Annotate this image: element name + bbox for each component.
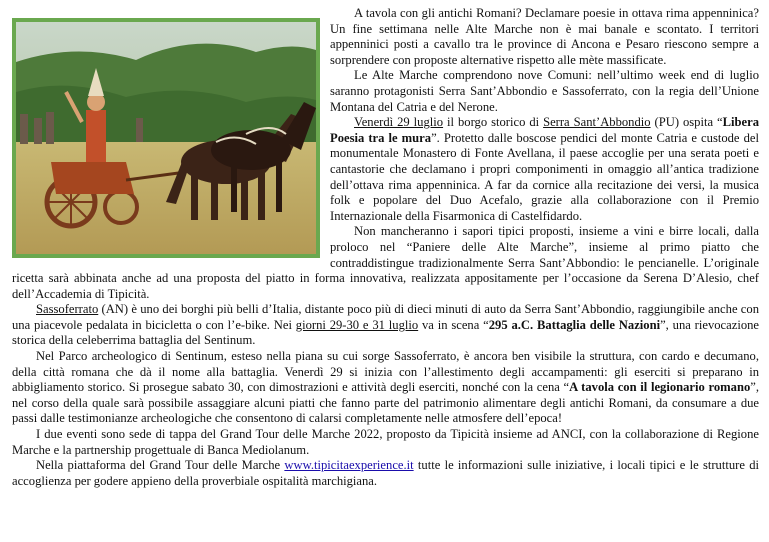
place-name: Serra Sant’Abbondio [543, 115, 651, 130]
event-title: Libera Poesia tra le mura [330, 115, 759, 145]
paragraph-serra: Venerdì 29 luglio il borgo storico di Serra Sant’Abbondio (PU) ospita “Libera Poesia tra le mura”. Protetto dalle boscose pendici del monte Catria e custode del monumentale Monastero di Fonte Avellana, il paese accoglie per una serata poeti e cantastorie che declamano i propri componimenti in omaggio all’antica tradizione dell’ottava rima appenninica. A far da cornice alla recitazione dei versi, la musica folk e popolare del Duo Acefalo, grazie alla collaborazione con il Premio Internazionale della Fisarmonica di Castelfidardo. [330, 115, 759, 223]
event-date: Venerdì 29 luglio [354, 115, 444, 130]
chariot-and-horses-photo [16, 22, 316, 254]
paragraph-platform: Nella piattaforma del Grand Tour delle Marche www.tipicitaexperience.it tutte le informazioni sulle iniziative, i locali tipici e le strutture di accoglienza per godere appieno della proverbiale ospitalità marchigiana. [12, 458, 759, 488]
article-photo [12, 18, 320, 258]
paragraph-intro: A tavola con gli antichi Romani? Declamare poesie in ottava rima appenninica? Un fine settimana nelle Alte Marche non è mai banale e scontato. I territori appenninici posti a cavallo tra le province di Ancona e Pesaro riescono sempre a sorprendere con proposte alternative rispetto alle mète massificate. [330, 6, 759, 67]
event-title: 295 a.C. Battaglia delle Nazioni [488, 317, 661, 332]
paragraph-grand-tour: I due eventi sono sede di tappa del Grand Tour delle Marche 2022, proposto da Tipicità insieme ad ANCI, con la collaborazione di Regione Marche e la partnership progettuale di Banca Mediolanum. [12, 427, 759, 457]
event-date: giorni 29-30 e 31 luglio [295, 317, 419, 332]
paragraph-sentinum: Nel Parco archeologico di Sentinum, esteso nella piana su cui sorge Sassoferrato, è ancora ben visibile la struttura, con cardo e decumano, della città romana che dà il nome alla battaglia. Venerdì 29 si inizia con l’allestimento degli accampamenti: gli eserciti si preparano in abbigliamento storico. Si prosegue sabato 30, con dimostrazioni e attività degli eserciti, nonché con la cena “A tavola con il legionario romano”, nel corso della quale sarà possibile assaggiare alcuni piatti che fanno parte del patrimonio alimentare degli antichi Romani, da consumare a due passi dalle testimonianze archeologiche che consentono di calarsi completamente nelle atmosfere dell’epoca! [12, 349, 759, 426]
article-body [12, 6, 759, 489]
paragraph-sassoferrato: Sassoferrato (AN) è uno dei borghi più belli d’Italia, distante poco più di dieci minuti di auto da Serra Sant’Abbondio, raggiungibile anche con una piacevole pedalata in bicicletta o con l’e-bike. Nei giorni 29-30 e 31 luglio va in scena “295 a.C. Battaglia delle Nazioni”, una rievocazione storica della celeberrima battaglia del Sentinum. [12, 302, 760, 348]
tipicita-link[interactable]: www.tipicitaexperience.it [284, 458, 414, 473]
event-title: A tavola con il legionario romano [569, 380, 751, 395]
paragraph-alte-marche: Le Alte Marche comprendono nove Comuni: nell’ultimo week end di luglio saranno protagonisti Serra Sant’Abbondio e Sassoferrato, con la regia dell’Unione Montana del Catria e del Nerone. [330, 68, 759, 114]
place-name: Sassoferrato [36, 302, 99, 317]
paragraph-sapori: Non mancheranno i sapori tipici proposti, insieme a vini e birre locali, dalla proloco nel “Paniere delle Alte Marche”, insieme al primo piatto che contraddistingue tradizionalmente Serra Sant’Abbondio: le pencianelle. L’originale ricetta sarà abbinata anche ad una proposta del piatto in forma innovativa, realizzata appositamente per l’occasione da Serena D’Alesio, chef dell’Accademia di Tipicità. [12, 224, 759, 301]
